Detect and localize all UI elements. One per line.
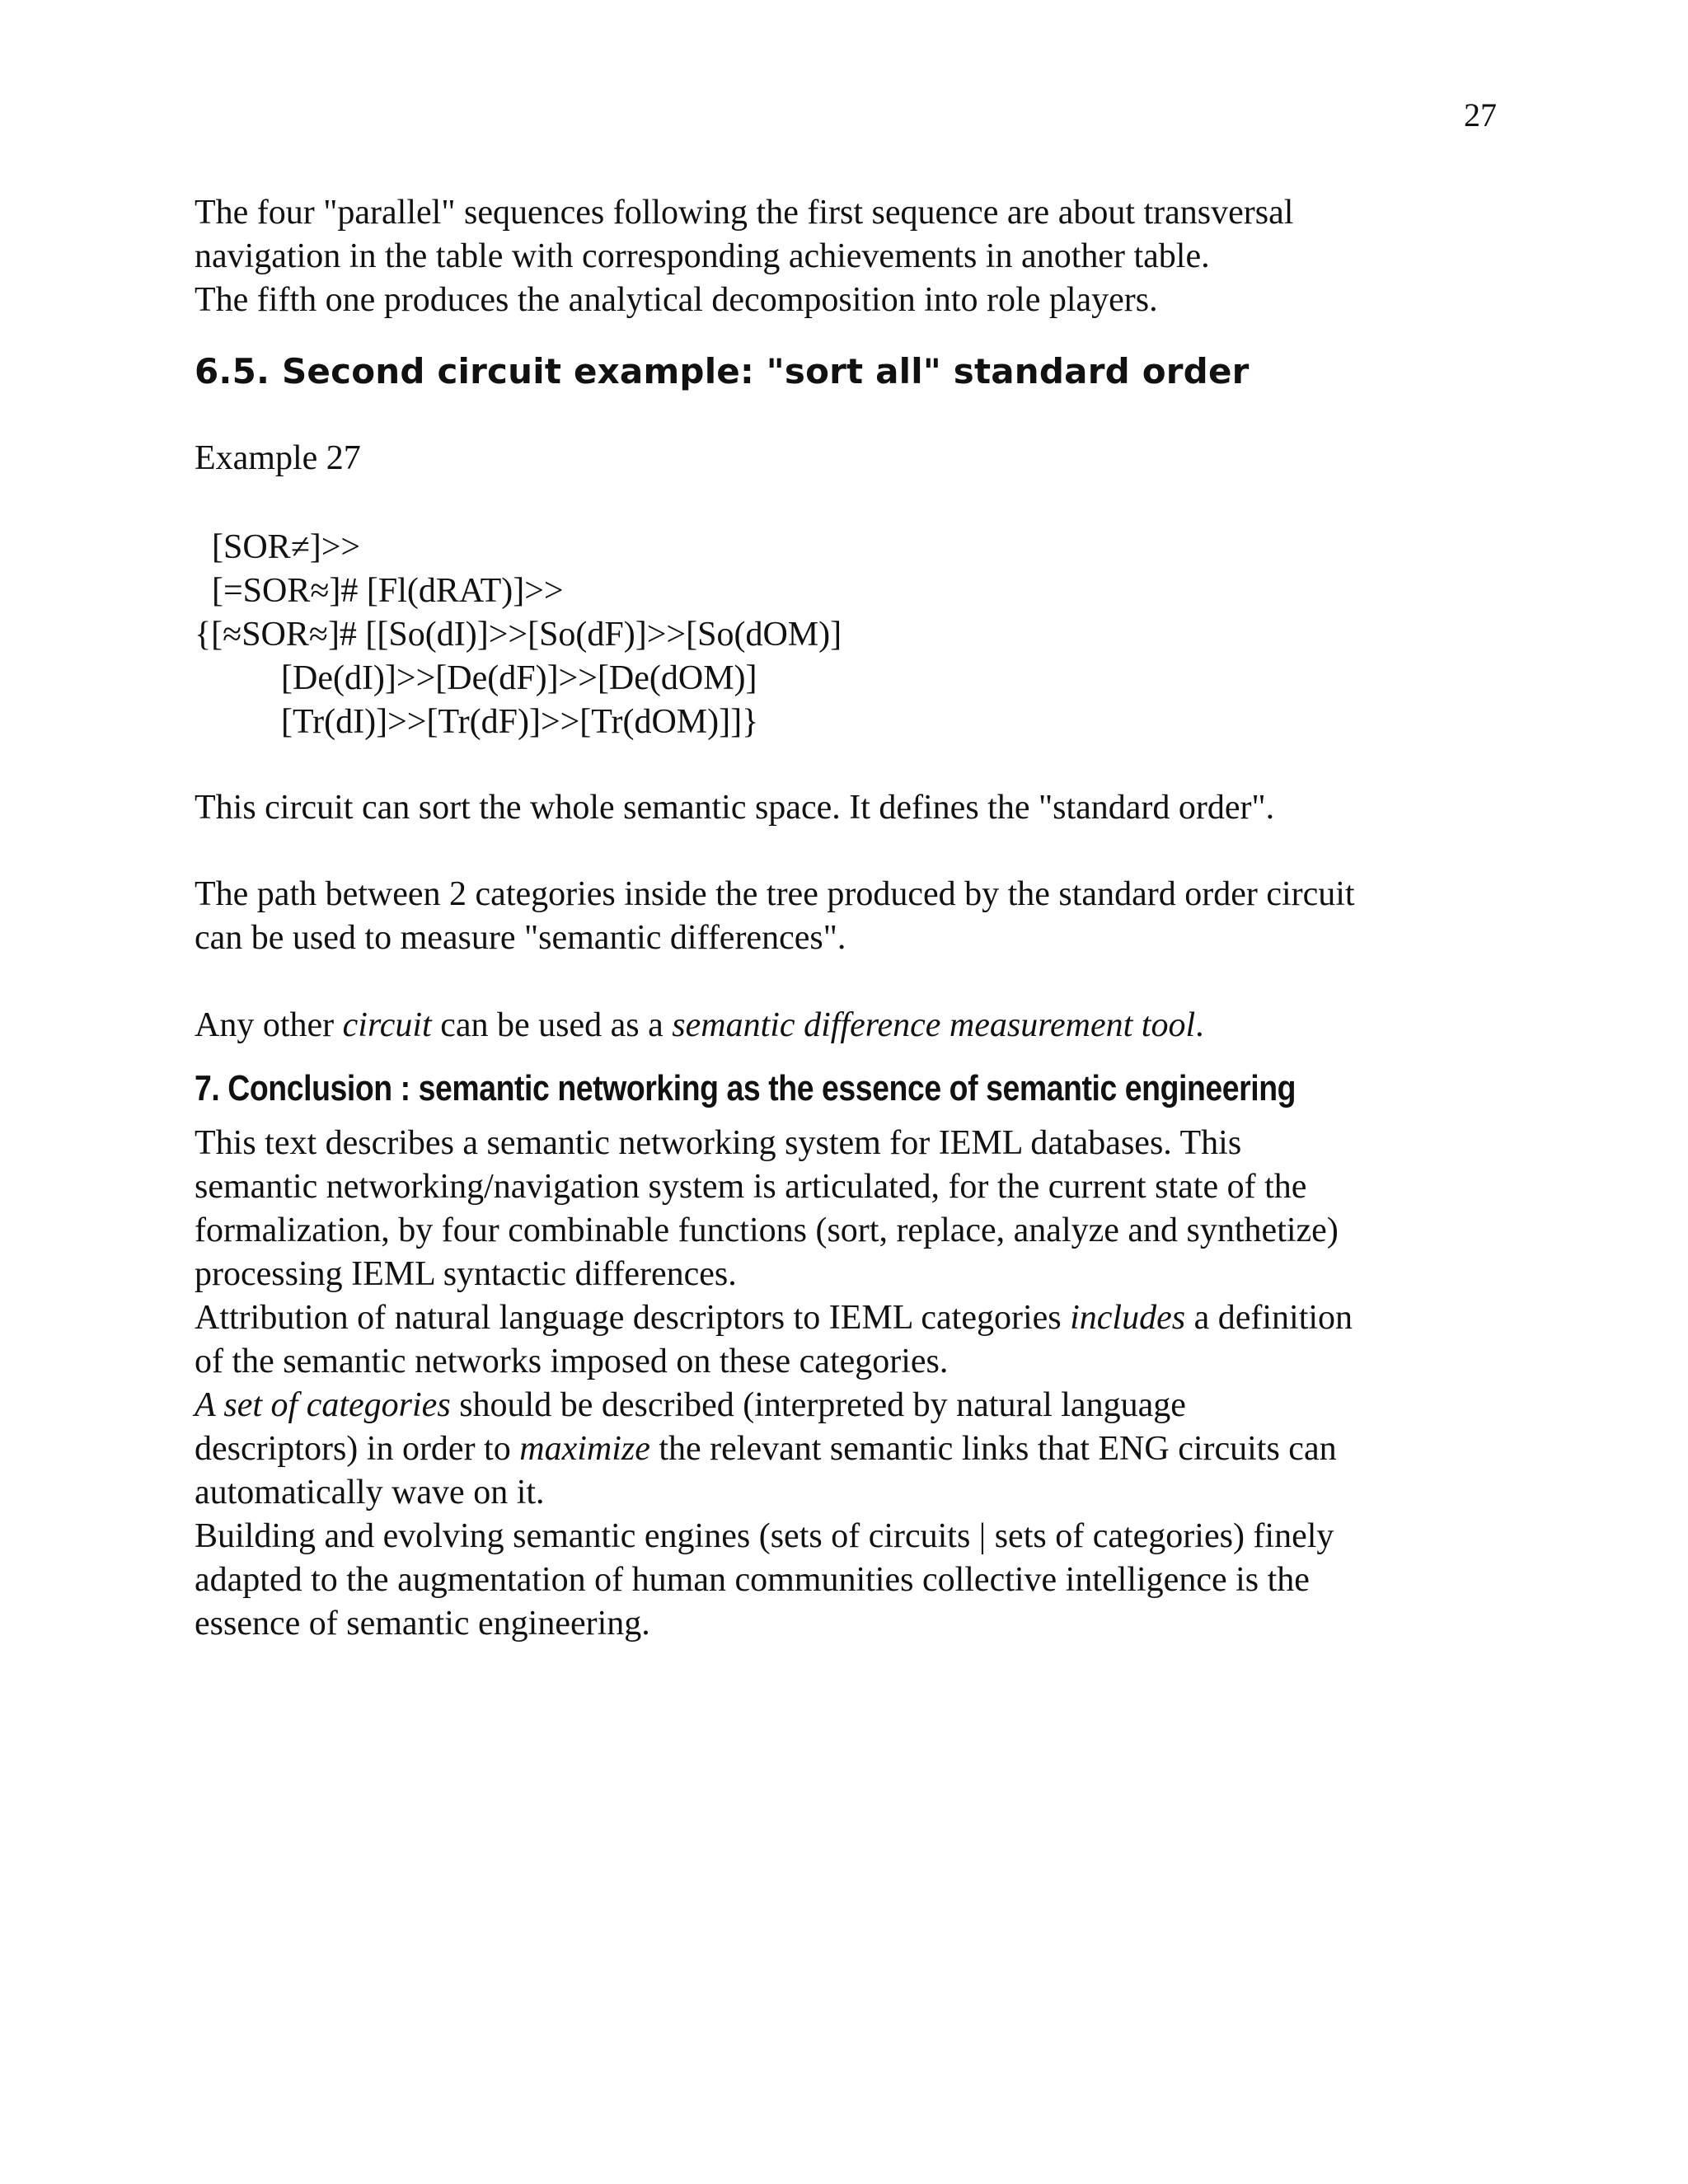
code-line: [=SOR≈]# [Fl(dRAT)]>> (195, 572, 564, 610)
conclusion-line: semantic networking/navigation system is articulated, for the current state of the (195, 1168, 1307, 1206)
path-line: The path between 2 categories inside the tree produced by the standard order circuit (195, 875, 1355, 913)
italic-run: maximize (519, 1430, 650, 1468)
section-heading-6-5: 6.5. Second circuit example: "sort all" standard order (195, 351, 1250, 391)
conclusion-paragraph-4 (195, 1515, 1513, 1646)
intro-line: The four "parallel" sequences following the first sequence are about transversal (195, 194, 1294, 232)
text-run: descriptors) in order to (195, 1430, 520, 1468)
standard-order-paragraph: This circuit can sort the whole semantic space. It defines the "standard order". (195, 789, 1275, 827)
example-label: Example 27 (195, 439, 361, 477)
other-circuit-paragraph (195, 1004, 1513, 1047)
circuit-code-block (195, 526, 1513, 744)
code-line: {[≈SOR≈]# [[So(dI)]>>[So(dF)]>>[So(dOM)] (195, 616, 842, 654)
conclusion-line: formalization, by four combinable functions (sort, replace, analyze and synthetize) (195, 1212, 1339, 1249)
text-run: can be used as a (431, 1006, 673, 1044)
conclusion-line: adapted to the augmentation of human communities collective intelligence is the (195, 1561, 1310, 1599)
italic-run: circuit (342, 1006, 432, 1044)
conclusion-line: Building and evolving semantic engines (sets of circuits | sets of categories) finely (195, 1517, 1334, 1555)
code-line: [Tr(dI)]>>[Tr(dF)]>>[Tr(dOM)]]} (195, 703, 759, 741)
code-line: [De(dI)]>>[De(dF)]>>[De(dOM)] (195, 659, 757, 697)
conclusion-line: essence of semantic engineering. (195, 1605, 650, 1643)
text-run: Attribution of natural language descriptors to IEML categories (195, 1299, 1071, 1337)
conclusion-paragraph-1 (195, 1122, 1513, 1296)
intro-line: The fifth one produces the analytical decomposition into role players. (195, 281, 1158, 319)
italic-run: A set of categories (195, 1386, 451, 1424)
conclusion-line: processing IEML syntactic differences. (195, 1255, 737, 1293)
conclusion-line: automatically wave on it. (195, 1474, 545, 1511)
italic-run: includes (1070, 1299, 1186, 1337)
conclusion-line: of the semantic networks imposed on these categories. (195, 1343, 949, 1380)
text-run: the relevant semantic links that ENG circuits can (649, 1430, 1337, 1468)
page-number: 27 (1464, 96, 1497, 134)
intro-line: navigation in the table with corresponding achievements in another table. (195, 237, 1210, 275)
conclusion-paragraph-2 (195, 1296, 1513, 1384)
text-run: . (1195, 1006, 1204, 1044)
intro-paragraph (195, 191, 1513, 322)
section-heading-7: 7. Conclusion : semantic networking as the essence of semantic engineering (195, 1068, 1296, 1108)
conclusion-line (195, 1296, 1513, 1340)
conclusion-line: This text describes a semantic networking system for IEML databases. This (195, 1124, 1242, 1162)
text-run: Any other (195, 1006, 343, 1044)
conclusion-line (195, 1384, 1513, 1427)
conclusion-paragraph-3 (195, 1384, 1513, 1515)
italic-run: semantic difference measurement tool (672, 1006, 1196, 1044)
conclusion-line (195, 1427, 1513, 1471)
page-content (195, 191, 1513, 1646)
text-run: should be described (interpreted by natural language (450, 1386, 1186, 1424)
code-line: [SOR≠]>> (195, 528, 361, 566)
text-run: a definition (1185, 1299, 1353, 1337)
path-paragraph (195, 873, 1513, 960)
path-line: can be used to measure "semantic differences". (195, 919, 846, 957)
